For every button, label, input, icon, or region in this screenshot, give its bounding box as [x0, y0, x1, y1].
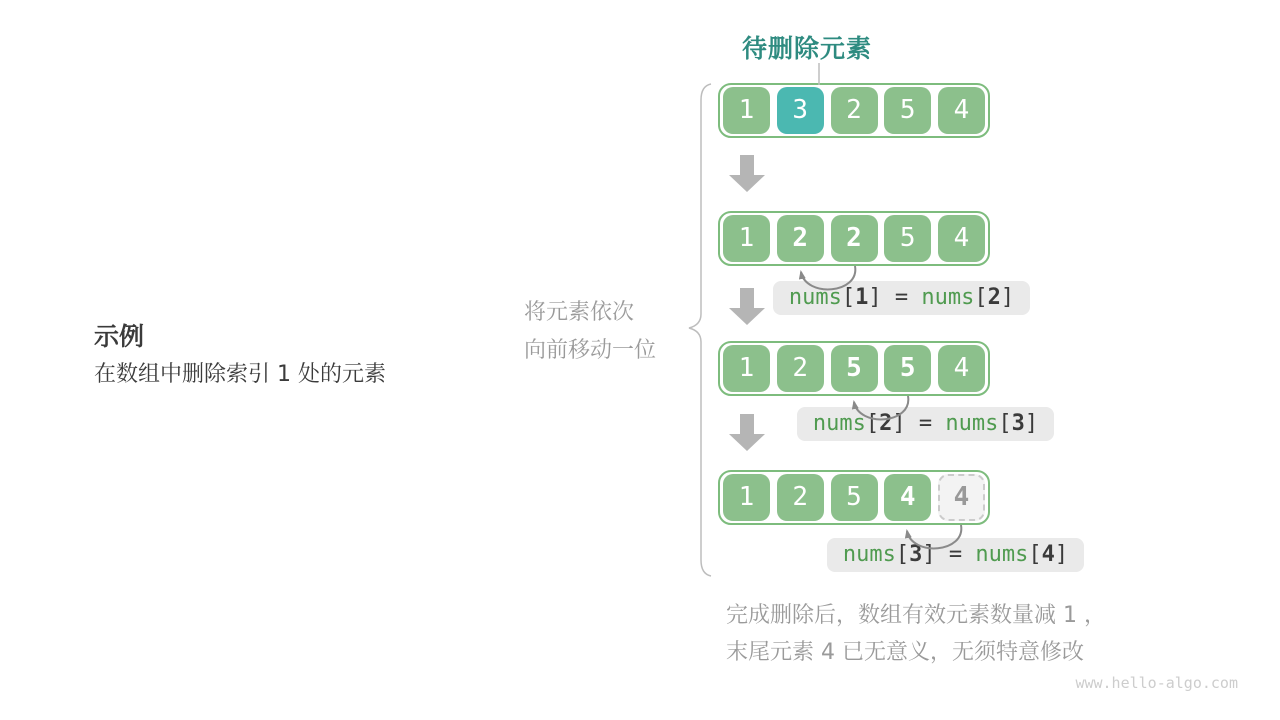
result-note — [726, 597, 1106, 671]
watermark: www.hello-algo.com — [1075, 674, 1238, 692]
down-arrow-icon — [729, 155, 765, 192]
array-cell: 2 — [777, 345, 824, 392]
example-heading: 示例 — [94, 322, 145, 351]
array-cell: 2 — [777, 474, 824, 521]
code-bracket: [ — [895, 542, 910, 567]
shift-note — [524, 294, 656, 370]
code-bracket: [ — [841, 285, 856, 310]
code-func: nums — [975, 542, 1029, 567]
code-bracket: ] — [1054, 542, 1069, 567]
code-bracket: [ — [865, 411, 880, 436]
code-src-index: 4 — [1041, 542, 1055, 567]
array-cell-moved: 2 — [777, 215, 824, 262]
array-cell: 5 — [884, 215, 931, 262]
result-note-line2: 末尾元素 4 已无意义，无须特意修改 — [726, 640, 1084, 665]
code-bracket: ] — [1000, 285, 1015, 310]
code-func: nums — [842, 542, 896, 567]
assignment-label-0 — [773, 281, 1030, 315]
down-arrow-icon — [729, 414, 765, 451]
array-cell-source: 5 — [884, 345, 931, 392]
code-equals: = — [905, 411, 946, 436]
code-bracket: ] — [1024, 411, 1039, 436]
array-cell-moved: 4 — [884, 474, 931, 521]
code-func: nums — [945, 411, 999, 436]
code-func: nums — [921, 285, 975, 310]
code-dst-index: 1 — [855, 285, 869, 310]
array-cell: 5 — [884, 87, 931, 134]
code-func: nums — [788, 285, 842, 310]
array-cell: 4 — [938, 345, 985, 392]
code-func: nums — [812, 411, 866, 436]
example-block — [94, 321, 386, 390]
code-bracket: [ — [974, 285, 988, 310]
array-cell: 2 — [831, 87, 878, 134]
array-cell: 1 — [723, 474, 770, 521]
code-bracket: ] — [922, 542, 936, 567]
array-state-1 — [718, 211, 990, 266]
shift-note-line1: 将元素依次 — [524, 300, 635, 325]
array-cell: 5 — [831, 474, 878, 521]
array-state-0 — [718, 83, 990, 138]
code-bracket: ] — [868, 285, 882, 310]
code-src-index: 3 — [1011, 411, 1025, 436]
array-cell: 4 — [938, 215, 985, 262]
code-equals: = — [881, 285, 922, 310]
curly-brace — [689, 84, 711, 576]
result-note-line1: 完成删除后，数组有效元素数量减 1 ， — [726, 603, 1106, 628]
array-cell-to-delete: 3 — [777, 87, 824, 134]
shift-note-line2: 向前移动一位 — [524, 338, 657, 363]
array-cell-source: 2 — [831, 215, 878, 262]
code-equals: = — [935, 542, 976, 567]
array-state-3 — [718, 470, 990, 525]
code-dst-index: 2 — [879, 411, 893, 436]
assignment-label-1 — [797, 407, 1054, 441]
code-dst-index: 3 — [909, 542, 923, 567]
array-cell-stale: 4 — [938, 474, 985, 521]
code-bracket: [ — [998, 411, 1012, 436]
code-src-index: 2 — [987, 285, 1001, 310]
pending-delete-title: 待删除元素 — [741, 34, 872, 63]
array-state-2 — [718, 341, 990, 396]
array-cell-moved: 5 — [831, 345, 878, 392]
down-arrow-icon — [729, 288, 765, 325]
array-cell: 1 — [723, 345, 770, 392]
array-cell: 1 — [723, 87, 770, 134]
array-cell: 4 — [938, 87, 985, 134]
assignment-label-2 — [827, 538, 1084, 572]
code-bracket: [ — [1028, 542, 1042, 567]
example-description: 在数组中删除索引 1 处的元素 — [94, 362, 386, 387]
code-bracket: ] — [892, 411, 906, 436]
array-cell: 1 — [723, 215, 770, 262]
